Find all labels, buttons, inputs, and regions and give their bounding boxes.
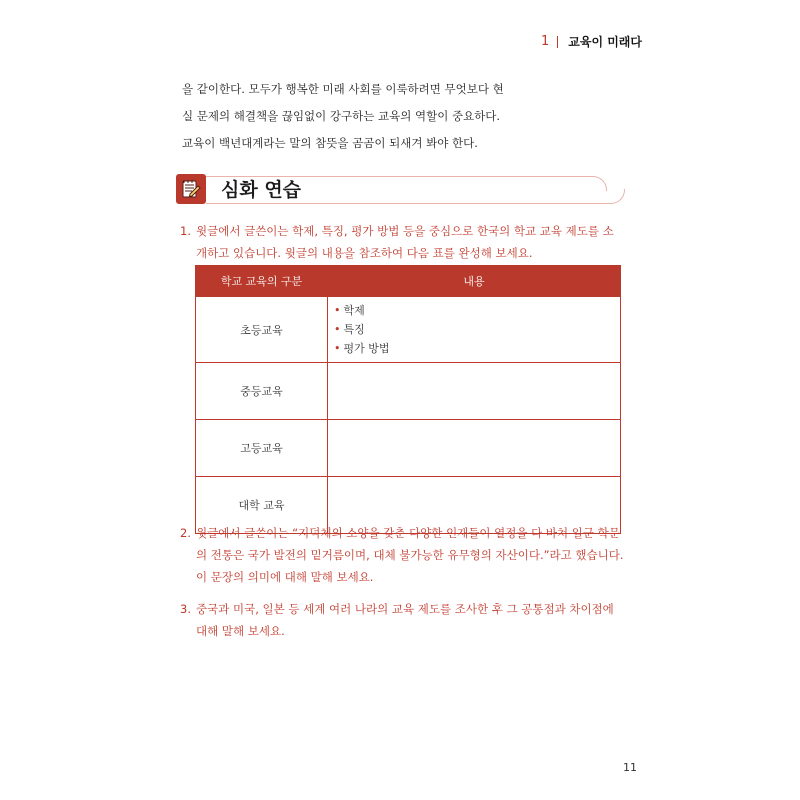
- table-header-row: [196, 266, 621, 297]
- page-number: 11: [623, 761, 637, 774]
- question-line: 의 전통은 국가 발전의 밑거름이며, 대체 불가능한 유무형의 자산이다.”라고 했습니다.: [196, 548, 624, 562]
- question-number: 3.: [180, 602, 191, 616]
- table-row: [196, 363, 621, 420]
- bullet-item: • 학제: [334, 304, 365, 317]
- question-3: [180, 598, 625, 642]
- notepad-pencil-icon: [176, 174, 206, 204]
- bullet-item: • 평가 방법: [334, 342, 390, 355]
- intro-line: 교육이 백년대계라는 말의 참뜻을 곰곰이 되새겨 봐야 한다.: [182, 136, 478, 150]
- row-content-empty: [328, 420, 621, 477]
- question-2: [180, 522, 625, 588]
- chapter-number: 1: [540, 34, 550, 49]
- question-line: 개하고 있습니다. 윗글의 내용을 참조하여 다음 표를 완성해 보세요.: [196, 246, 533, 260]
- section-title: 심화 연습: [221, 179, 302, 201]
- table-header-content: 내용: [328, 266, 621, 297]
- table-row: [196, 297, 621, 363]
- row-label: 중등교육: [196, 363, 328, 420]
- row-content: [328, 297, 621, 363]
- question-line: 윗글에서 글쓴이는 학제, 특징, 평가 방법 등을 중심으로 한국의 학교 교육 제도를 소: [196, 224, 614, 238]
- table-header-category: 학교 교육의 구분: [196, 266, 328, 297]
- question-line: 대해 말해 보세요.: [196, 624, 285, 638]
- question-line: 윗글에서 글쓴이는 “지덕체의 소양을 갖춘 다양한 인재들이 열정을 다 바쳐 일군 학문: [196, 526, 620, 540]
- table-row: [196, 420, 621, 477]
- bullet-item: • 특징: [334, 323, 365, 336]
- question-line: 중국과 미국, 일본 등 세계 여러 나라의 교육 제도를 조사한 후 그 공통점과 차이점에: [196, 602, 614, 616]
- header-divider: [557, 36, 558, 48]
- row-content-empty: [328, 363, 621, 420]
- intro-line: 실 문제의 해결책을 끊임없이 강구하는 교육의 역할이 중요하다.: [182, 109, 501, 123]
- question-line: 이 문장의 의미에 대해 말해 보세요.: [196, 570, 374, 584]
- chapter-title: 교육이 미래다: [568, 35, 642, 49]
- row-label: 고등교육: [196, 420, 328, 477]
- row-label: 대학 교육: [196, 477, 328, 534]
- question-number: 2.: [180, 526, 191, 540]
- row-label: 초등교육: [196, 297, 328, 363]
- question-number: 1.: [180, 224, 191, 238]
- question-1: [180, 220, 625, 264]
- intro-line: 을 같이한다. 모두가 행복한 미래 사회를 이룩하려면 무엇보다 현: [182, 82, 504, 96]
- intro-paragraph: [182, 76, 542, 157]
- running-header: [541, 33, 642, 50]
- education-table: [195, 265, 621, 534]
- section-heading-bar: [176, 176, 624, 204]
